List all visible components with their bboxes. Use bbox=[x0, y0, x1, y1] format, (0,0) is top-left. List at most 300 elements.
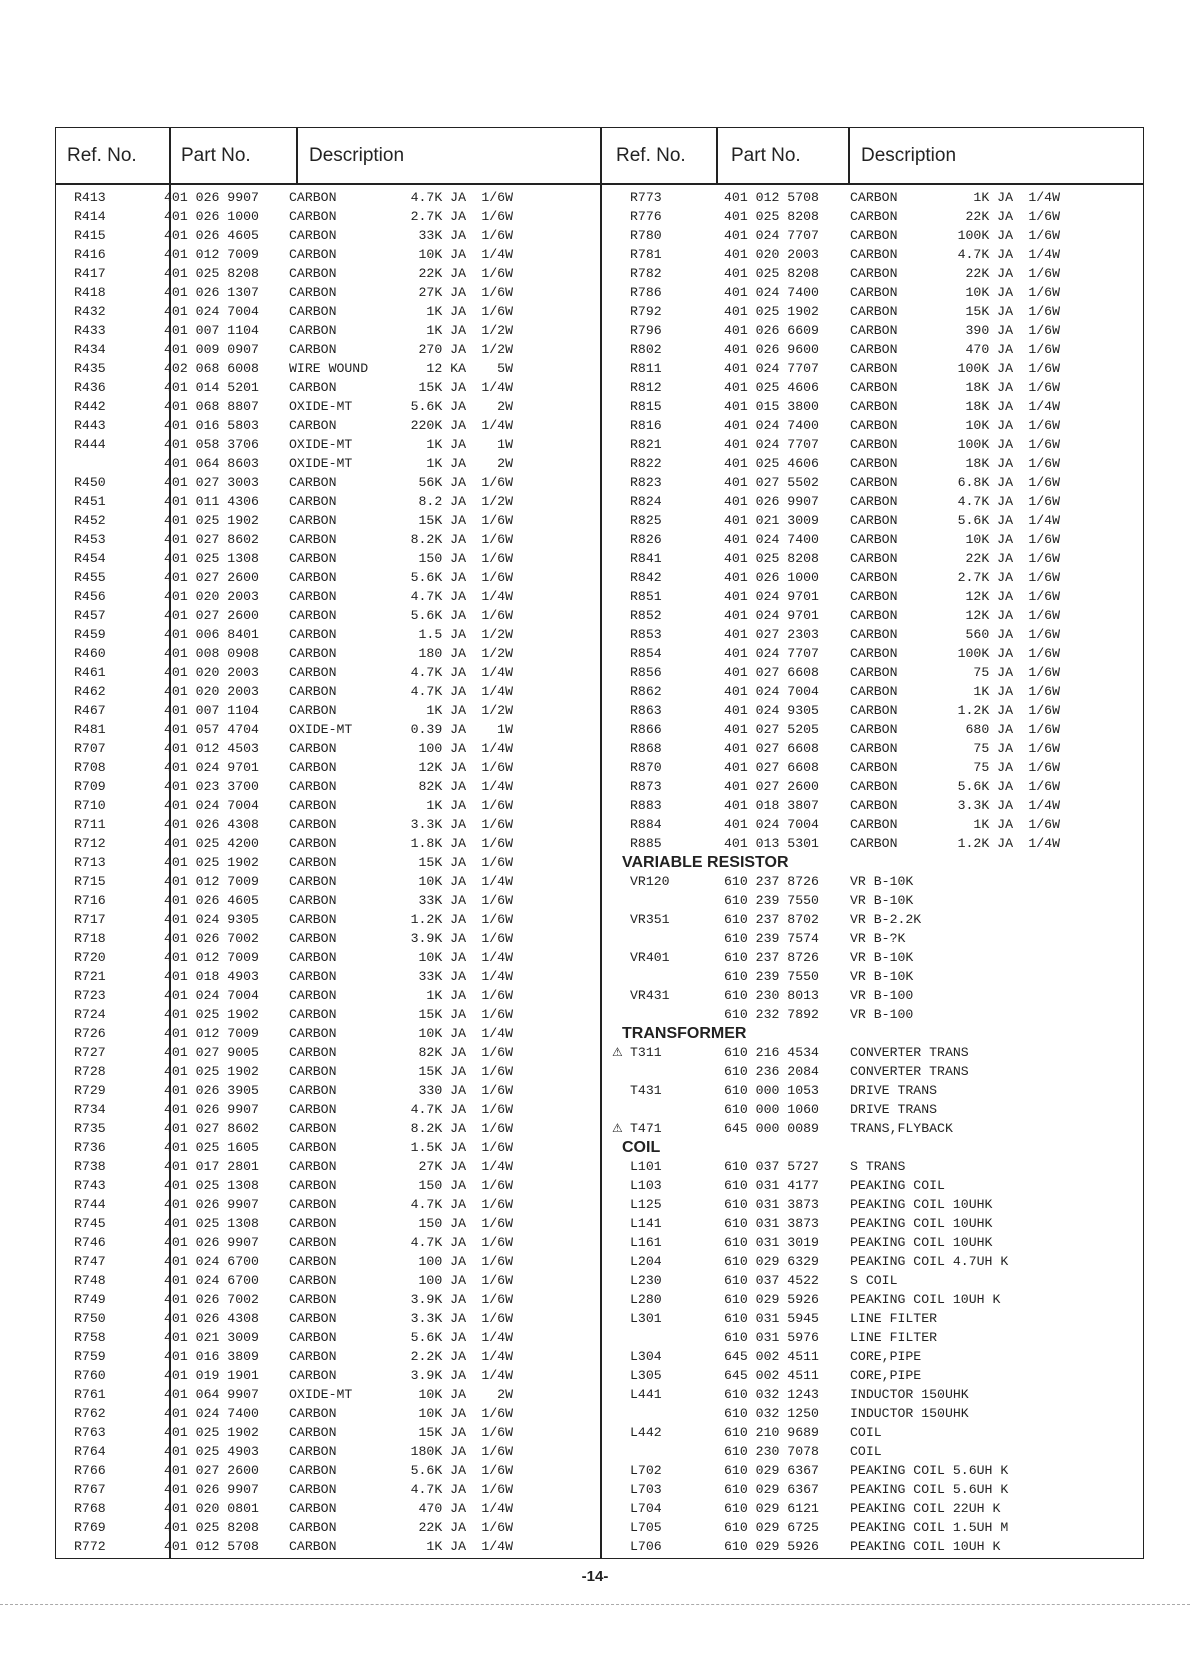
description: CARBON bbox=[289, 1254, 337, 1269]
wattage: 1/4W bbox=[481, 741, 513, 756]
wattage: 1/4W bbox=[481, 779, 513, 794]
table-row bbox=[56, 1290, 576, 1309]
ref-no: R443 bbox=[74, 418, 106, 433]
part-no: 401 026 1000 bbox=[164, 209, 259, 224]
ref-no: L280 bbox=[630, 1292, 662, 1307]
table-row bbox=[56, 435, 576, 454]
part-no: 401 024 7400 bbox=[724, 285, 819, 300]
table-row bbox=[56, 948, 576, 967]
ref-no: R824 bbox=[630, 494, 662, 509]
description: DRIVE TRANS bbox=[850, 1083, 938, 1098]
description: CARBON bbox=[289, 874, 337, 889]
part-no: 401 025 4200 bbox=[164, 836, 259, 851]
description: CARBON bbox=[850, 475, 898, 490]
ref-no: R711 bbox=[74, 817, 106, 832]
value: 12K JA bbox=[965, 589, 1013, 604]
table-row bbox=[600, 1480, 1120, 1499]
ref-no: R735 bbox=[74, 1121, 106, 1136]
description: CARBON bbox=[850, 570, 898, 585]
wattage: 1/6W bbox=[481, 1406, 513, 1421]
part-no: 401 026 9907 bbox=[164, 190, 259, 205]
description: PEAKING COIL 5.6UH K bbox=[850, 1482, 1009, 1497]
table-row bbox=[600, 910, 1120, 929]
description: PEAKING COIL 1.5UH M bbox=[850, 1520, 1009, 1535]
table-row bbox=[56, 739, 576, 758]
value: 1.2K JA bbox=[957, 836, 1013, 851]
part-no: 401 012 5708 bbox=[164, 1539, 259, 1554]
description: CARBON bbox=[289, 228, 337, 243]
wattage: 5W bbox=[497, 361, 513, 376]
part-no: 401 024 9701 bbox=[724, 608, 819, 623]
description: CARBON bbox=[850, 741, 898, 756]
part-no: 401 026 4605 bbox=[164, 893, 259, 908]
table-row bbox=[56, 1537, 576, 1556]
table-row bbox=[56, 302, 576, 321]
table-row bbox=[56, 226, 576, 245]
table-row bbox=[56, 815, 576, 834]
description: CARBON bbox=[289, 741, 337, 756]
ref-no: R461 bbox=[74, 665, 106, 680]
value: 1K JA bbox=[426, 456, 466, 471]
part-no: 401 026 9600 bbox=[724, 342, 819, 357]
table-row bbox=[600, 1309, 1120, 1328]
value: 4.7K JA bbox=[410, 684, 466, 699]
value: 4.7K JA bbox=[410, 1197, 466, 1212]
description: CARBON bbox=[850, 418, 898, 433]
part-no: 401 015 3800 bbox=[724, 399, 819, 414]
part-no: 401 024 7004 bbox=[164, 988, 259, 1003]
header-ref-right: Ref. No. bbox=[616, 145, 686, 166]
table-row bbox=[56, 1366, 576, 1385]
description: CARBON bbox=[289, 1102, 337, 1117]
table-row bbox=[600, 359, 1120, 378]
part-no: 401 024 6700 bbox=[164, 1273, 259, 1288]
part-no: 401 026 6609 bbox=[724, 323, 819, 338]
ref-no: R854 bbox=[630, 646, 662, 661]
part-no: 610 037 4522 bbox=[724, 1273, 819, 1288]
ref-no: R823 bbox=[630, 475, 662, 490]
description: CARBON bbox=[289, 608, 337, 623]
part-no: 401 025 8208 bbox=[164, 1520, 259, 1535]
part-no: 401 017 2801 bbox=[164, 1159, 259, 1174]
ref-no: R841 bbox=[630, 551, 662, 566]
table-row bbox=[56, 701, 576, 720]
wattage: 1/6W bbox=[1028, 665, 1060, 680]
ref-no: R717 bbox=[74, 912, 106, 927]
wattage: 1/6W bbox=[1028, 228, 1060, 243]
ref-no: R467 bbox=[74, 703, 106, 718]
table-row bbox=[600, 587, 1120, 606]
ref-no: R462 bbox=[74, 684, 106, 699]
ref-no: R444 bbox=[74, 437, 106, 452]
description: OXIDE-MT bbox=[289, 437, 353, 452]
table-row bbox=[56, 587, 576, 606]
part-no: 610 239 7550 bbox=[724, 893, 819, 908]
ref-no: R433 bbox=[74, 323, 106, 338]
value: 3.3K JA bbox=[410, 817, 466, 832]
description: VR B-10K bbox=[850, 893, 914, 908]
part-no: 610 031 5945 bbox=[724, 1311, 819, 1326]
safety-warning-icon: ⚠ bbox=[612, 1045, 623, 1059]
table-row bbox=[600, 606, 1120, 625]
value: 1K JA bbox=[426, 703, 466, 718]
part-no: 401 024 7004 bbox=[164, 304, 259, 319]
ref-no: R450 bbox=[74, 475, 106, 490]
table-row bbox=[600, 530, 1120, 549]
ref-no: R802 bbox=[630, 342, 662, 357]
description: CARBON bbox=[289, 304, 337, 319]
table-row bbox=[56, 834, 576, 853]
part-no: 401 027 5502 bbox=[724, 475, 819, 490]
ref-no: L304 bbox=[630, 1349, 662, 1364]
ref-no: L301 bbox=[630, 1311, 662, 1326]
ref-no: R868 bbox=[630, 741, 662, 756]
wattage: 1/6W bbox=[481, 1482, 513, 1497]
ref-no: R744 bbox=[74, 1197, 106, 1212]
table-row bbox=[56, 511, 576, 530]
wattage: 1/4W bbox=[481, 665, 513, 680]
wattage: 1/6W bbox=[481, 893, 513, 908]
table-row bbox=[600, 1347, 1120, 1366]
wattage: 1/4W bbox=[481, 1159, 513, 1174]
description: CARBON bbox=[850, 779, 898, 794]
part-no: 401 027 2600 bbox=[164, 1463, 259, 1478]
table-row bbox=[600, 1423, 1120, 1442]
value: 15K JA bbox=[418, 1007, 466, 1022]
ref-no: R710 bbox=[74, 798, 106, 813]
part-no: 610 237 8702 bbox=[724, 912, 819, 927]
value: 8.2K JA bbox=[410, 1121, 466, 1136]
wattage: 1/6W bbox=[481, 1083, 513, 1098]
description: CARBON bbox=[289, 1273, 337, 1288]
table-row bbox=[600, 397, 1120, 416]
wattage: 1/6W bbox=[1028, 722, 1060, 737]
part-no: 401 025 1605 bbox=[164, 1140, 259, 1155]
part-no: 401 013 5301 bbox=[724, 836, 819, 851]
table-row bbox=[56, 378, 576, 397]
value: 15K JA bbox=[418, 855, 466, 870]
ref-no: R457 bbox=[74, 608, 106, 623]
value: 150 JA bbox=[418, 1178, 466, 1193]
wattage: 1/6W bbox=[1028, 703, 1060, 718]
wattage: 1/6W bbox=[481, 304, 513, 319]
wattage: 1/6W bbox=[1028, 551, 1060, 566]
wattage: 1/6W bbox=[481, 570, 513, 585]
description: CONVERTER TRANS bbox=[850, 1045, 969, 1060]
table-row bbox=[56, 758, 576, 777]
ref-no: R734 bbox=[74, 1102, 106, 1117]
description: PEAKING COIL 10UHK bbox=[850, 1216, 993, 1231]
table-row bbox=[56, 891, 576, 910]
column-divider bbox=[848, 128, 850, 183]
wattage: 1/6W bbox=[1028, 684, 1060, 699]
description: CORE,PIPE bbox=[850, 1368, 922, 1383]
table-row bbox=[56, 606, 576, 625]
wattage: 1/6W bbox=[481, 266, 513, 281]
wattage: 2W bbox=[497, 456, 513, 471]
ref-no: L305 bbox=[630, 1368, 662, 1383]
table-row bbox=[600, 891, 1120, 910]
wattage: 1/6W bbox=[1028, 361, 1060, 376]
description: CARBON bbox=[850, 589, 898, 604]
ref-no: L441 bbox=[630, 1387, 662, 1402]
part-no: 401 026 4308 bbox=[164, 817, 259, 832]
wattage: 1/6W bbox=[481, 1444, 513, 1459]
description: CARBON bbox=[289, 760, 337, 775]
description: CARBON bbox=[850, 228, 898, 243]
ref-no: R866 bbox=[630, 722, 662, 737]
wattage: 1/6W bbox=[481, 475, 513, 490]
part-no: 401 025 1902 bbox=[164, 1425, 259, 1440]
wattage: 1/6W bbox=[481, 551, 513, 566]
description: CARBON bbox=[289, 323, 337, 338]
table-row bbox=[600, 264, 1120, 283]
ref-no: R816 bbox=[630, 418, 662, 433]
part-no: 401 025 1902 bbox=[164, 1064, 259, 1079]
description: CARBON bbox=[850, 665, 898, 680]
table-row bbox=[56, 1138, 576, 1157]
ref-no: R766 bbox=[74, 1463, 106, 1478]
table-row bbox=[56, 1157, 576, 1176]
value: 180 JA bbox=[418, 646, 466, 661]
part-no: 401 016 3809 bbox=[164, 1349, 259, 1364]
bottom-rule bbox=[0, 1604, 1190, 1606]
part-no: 610 237 8726 bbox=[724, 874, 819, 889]
table-row bbox=[600, 796, 1120, 815]
wattage: 1/6W bbox=[481, 1463, 513, 1478]
part-no: 401 064 9907 bbox=[164, 1387, 259, 1402]
wattage: 1/2W bbox=[481, 494, 513, 509]
table-row bbox=[56, 1176, 576, 1195]
table-row bbox=[56, 245, 576, 264]
description: VR B-10K bbox=[850, 969, 914, 984]
description: CARBON bbox=[289, 570, 337, 585]
description: CARBON bbox=[850, 760, 898, 775]
part-no: 401 012 7009 bbox=[164, 874, 259, 889]
table-row bbox=[600, 834, 1120, 853]
wattage: 1/4W bbox=[481, 969, 513, 984]
part-no: 401 025 8208 bbox=[724, 266, 819, 281]
wattage: 1/6W bbox=[481, 1235, 513, 1250]
part-no: 645 002 4511 bbox=[724, 1349, 819, 1364]
ref-no: R748 bbox=[74, 1273, 106, 1288]
ref-no: R481 bbox=[74, 722, 106, 737]
part-no: 401 027 2600 bbox=[164, 570, 259, 585]
table-row bbox=[56, 530, 576, 549]
part-no: 401 026 9907 bbox=[164, 1482, 259, 1497]
description: VR B-10K bbox=[850, 874, 914, 889]
table-row bbox=[600, 1328, 1120, 1347]
value: 12K JA bbox=[418, 760, 466, 775]
table-row bbox=[56, 1347, 576, 1366]
description: TRANS,FLYBACK bbox=[850, 1121, 953, 1136]
value: 15K JA bbox=[418, 380, 466, 395]
value: 15K JA bbox=[418, 513, 466, 528]
table-row bbox=[600, 1100, 1120, 1119]
ref-no: R709 bbox=[74, 779, 106, 794]
wattage: 1/6W bbox=[481, 798, 513, 813]
ref-no: R453 bbox=[74, 532, 106, 547]
value: 3.3K JA bbox=[410, 1311, 466, 1326]
description: CARBON bbox=[289, 1083, 337, 1098]
ref-no: R826 bbox=[630, 532, 662, 547]
value: 18K JA bbox=[965, 380, 1013, 395]
table-row bbox=[600, 777, 1120, 796]
part-no: 401 021 3009 bbox=[164, 1330, 259, 1345]
table-row bbox=[56, 188, 576, 207]
description: CARBON bbox=[850, 342, 898, 357]
part-no: 401 027 6608 bbox=[724, 741, 819, 756]
wattage: 1/6W bbox=[481, 1216, 513, 1231]
wattage: 1/4W bbox=[1028, 798, 1060, 813]
table-row bbox=[600, 1005, 1120, 1024]
wattage: 1/6W bbox=[481, 190, 513, 205]
table-row bbox=[56, 1328, 576, 1347]
wattage: 1/2W bbox=[481, 703, 513, 718]
table-row bbox=[56, 1271, 576, 1290]
ref-no: R745 bbox=[74, 1216, 106, 1231]
part-no: 610 029 5926 bbox=[724, 1539, 819, 1554]
table-row bbox=[600, 872, 1120, 891]
description: PEAKING COIL 10UHK bbox=[850, 1235, 993, 1250]
table-row bbox=[600, 207, 1120, 226]
table-row bbox=[56, 1119, 576, 1138]
part-no: 645 000 0089 bbox=[724, 1121, 819, 1136]
ref-no: R884 bbox=[630, 817, 662, 832]
value: 100 JA bbox=[418, 741, 466, 756]
part-no: 610 210 9689 bbox=[724, 1425, 819, 1440]
value: 10K JA bbox=[418, 247, 466, 262]
description: OXIDE-MT bbox=[289, 722, 353, 737]
wattage: 1/6W bbox=[1028, 418, 1060, 433]
value: 470 JA bbox=[965, 342, 1013, 357]
ref-no: R434 bbox=[74, 342, 106, 357]
part-no: 401 026 7002 bbox=[164, 931, 259, 946]
table-row bbox=[600, 663, 1120, 682]
ref-no: R825 bbox=[630, 513, 662, 528]
description: CARBON bbox=[289, 1140, 337, 1155]
table-row bbox=[600, 1461, 1120, 1480]
ref-no: R769 bbox=[74, 1520, 106, 1535]
wattage: 1/6W bbox=[1028, 475, 1060, 490]
table-row bbox=[600, 1518, 1120, 1537]
table-row bbox=[600, 1157, 1120, 1176]
ref-no: L204 bbox=[630, 1254, 662, 1269]
wattage: 1/6W bbox=[1028, 437, 1060, 452]
wattage: 1/6W bbox=[481, 209, 513, 224]
table-row bbox=[600, 568, 1120, 587]
part-no: 610 031 5976 bbox=[724, 1330, 819, 1345]
column-divider bbox=[296, 128, 298, 183]
table-row bbox=[56, 777, 576, 796]
ref-no: R715 bbox=[74, 874, 106, 889]
part-no: 401 025 4606 bbox=[724, 456, 819, 471]
table-row bbox=[56, 1423, 576, 1442]
part-no: 401 020 2003 bbox=[724, 247, 819, 262]
part-no: 401 026 1000 bbox=[724, 570, 819, 585]
ref-no: T471 bbox=[630, 1121, 662, 1136]
table-row bbox=[56, 644, 576, 663]
table-row bbox=[600, 758, 1120, 777]
table-row bbox=[56, 359, 576, 378]
part-no: 401 026 4308 bbox=[164, 1311, 259, 1326]
ref-no: R413 bbox=[74, 190, 106, 205]
value: 3.3K JA bbox=[957, 798, 1013, 813]
ref-no: R436 bbox=[74, 380, 106, 395]
value: 1K JA bbox=[426, 798, 466, 813]
ref-no: L161 bbox=[630, 1235, 662, 1250]
wattage: 1/6W bbox=[481, 760, 513, 775]
description: CARBON bbox=[289, 950, 337, 965]
part-no: 610 029 6367 bbox=[724, 1463, 819, 1478]
part-no: 401 007 1104 bbox=[164, 703, 259, 718]
ref-no: L230 bbox=[630, 1273, 662, 1288]
value: 22K JA bbox=[418, 1520, 466, 1535]
part-no: 401 025 1308 bbox=[164, 551, 259, 566]
wattage: 1/2W bbox=[481, 323, 513, 338]
part-no: 401 012 7009 bbox=[164, 247, 259, 262]
description: CARBON bbox=[289, 1178, 337, 1193]
table-row bbox=[56, 1442, 576, 1461]
part-no: 401 024 7400 bbox=[724, 532, 819, 547]
table-row bbox=[56, 1024, 576, 1043]
description: COIL bbox=[850, 1444, 882, 1459]
description: CARBON bbox=[850, 323, 898, 338]
wattage: 1/4W bbox=[1028, 399, 1060, 414]
part-no: 610 230 8013 bbox=[724, 988, 819, 1003]
ref-no: R720 bbox=[74, 950, 106, 965]
value: 5.6K JA bbox=[410, 1463, 466, 1478]
value: 5.6K JA bbox=[410, 570, 466, 585]
wattage: 1/6W bbox=[481, 1064, 513, 1079]
description: CARBON bbox=[850, 247, 898, 262]
part-no: 401 026 9907 bbox=[164, 1102, 259, 1117]
description: CARBON bbox=[289, 342, 337, 357]
wattage: 1W bbox=[497, 722, 513, 737]
description: CARBON bbox=[850, 722, 898, 737]
table-row bbox=[56, 1499, 576, 1518]
wattage: 1/6W bbox=[1028, 323, 1060, 338]
value: 22K JA bbox=[418, 266, 466, 281]
description: CARBON bbox=[289, 475, 337, 490]
table-row bbox=[600, 1385, 1120, 1404]
description: VR B-2.2K bbox=[850, 912, 922, 927]
wattage: 1/6W bbox=[481, 1292, 513, 1307]
part-no: 401 024 9305 bbox=[724, 703, 819, 718]
part-no: 401 027 3003 bbox=[164, 475, 259, 490]
description: CARBON bbox=[289, 1235, 337, 1250]
part-no: 401 007 1104 bbox=[164, 323, 259, 338]
wattage: 1/6W bbox=[1028, 760, 1060, 775]
table-row bbox=[56, 1309, 576, 1328]
table-row bbox=[600, 986, 1120, 1005]
ref-no: R713 bbox=[74, 855, 106, 870]
table-row bbox=[600, 1233, 1120, 1252]
table-row bbox=[600, 967, 1120, 986]
wattage: 1/6W bbox=[481, 285, 513, 300]
ref-no: R442 bbox=[74, 399, 106, 414]
part-no: 401 027 2600 bbox=[164, 608, 259, 623]
wattage: 1/6W bbox=[1028, 570, 1060, 585]
table-row bbox=[56, 1195, 576, 1214]
table-row bbox=[56, 1005, 576, 1024]
description: CARBON bbox=[289, 931, 337, 946]
ref-no: R750 bbox=[74, 1311, 106, 1326]
part-no: 610 029 6725 bbox=[724, 1520, 819, 1535]
value: 100K JA bbox=[957, 437, 1013, 452]
column-divider bbox=[716, 128, 718, 183]
description: CARBON bbox=[289, 1064, 337, 1079]
